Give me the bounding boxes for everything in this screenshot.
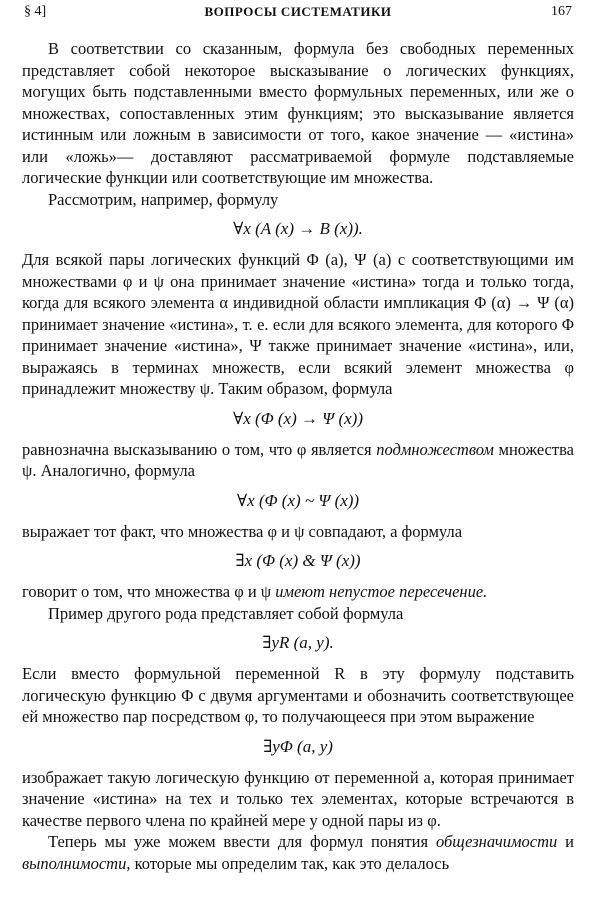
paragraph-7: Пример другого рода представляет собой формула bbox=[48, 603, 404, 623]
paragraph-4 bbox=[22, 439, 574, 482]
paragraph-5: выражает тот факт, что множества φ и ψ совпадают, а формула bbox=[22, 521, 463, 541]
formula-3: ∀x (Φ (x) ~ Ψ (x)) bbox=[236, 490, 360, 510]
paragraph-8: Если вместо формульной переменной R в эту формулу подставить логическую функцию Φ с двумя аргументами и обозначить соответствующее ей множество пар посредством φ, то получающееся при этом выражение bbox=[22, 664, 574, 726]
paragraph-10-emphasis-2: выполнимости bbox=[22, 853, 127, 873]
section-marker: § 4] bbox=[24, 4, 47, 19]
paragraph-10 bbox=[22, 831, 574, 874]
page-number: 167 bbox=[551, 4, 572, 19]
paragraph-10-text-c: , которые мы определим так, как это делалось bbox=[126, 853, 450, 873]
paragraph-3: Для всякой пары логических функций Φ (a), Ψ (a) с соответствующими им множествами φ и ψ она принимает значение «истина» тогда и только тогда, когда для всякого элемента α индивидной области импликация Φ (α) → Ψ (α) принимает значение «истина», т. е. если для всякого элемента, для которого Φ принимает значение «истина», Ψ также принимает значение «истина», или, выражаясь в терминах множеств, если всякий элемент множества φ принадлежит множеству ψ. Таким образом, формула bbox=[22, 250, 574, 398]
formula-1: ∀x (A (x) → B (x)). bbox=[233, 219, 363, 238]
paragraph-4-text-b: множества ψ. Аналогично, формула bbox=[22, 439, 574, 480]
paragraph-10-text-a: Теперь мы уже можем ввести для формул понятия bbox=[48, 832, 436, 851]
paragraph-10-text-b: и bbox=[557, 832, 574, 851]
paragraph-10-emphasis-1: общезначимости bbox=[435, 832, 558, 851]
formula-2: ∀x (Φ (x) → Ψ (x)) bbox=[232, 408, 363, 428]
paragraph-6 bbox=[22, 581, 574, 603]
running-title: ВОПРОСЫ СИСТЕМАТИКИ bbox=[204, 4, 392, 19]
formula-4: ∃x (Φ (x) & Ψ (x)) bbox=[235, 551, 361, 570]
paragraph-4-text-a: равнозначна высказыванию о том, что φ является bbox=[22, 439, 377, 459]
paragraph-6-text-a: говорит о том, что множества φ и ψ bbox=[22, 582, 276, 601]
paragraph-2: Рассмотрим, например, формулу bbox=[48, 189, 279, 209]
formula-6: ∃yΦ (a, y) bbox=[263, 736, 333, 756]
paragraph-4-emphasis: подмножеством bbox=[376, 439, 494, 459]
paragraph-6-emphasis: имеют непустое пересечение. bbox=[275, 582, 488, 601]
paragraph-9: изображает такую логическую функцию от переменной a, которая принимает значение «истина» на тех и только тех элементах, которые встречаются в качестве первого члена по крайней мере у одной пары из φ. bbox=[22, 767, 574, 830]
running-header bbox=[24, 4, 572, 24]
page-body bbox=[22, 38, 574, 874]
paragraph-1: В соответствии со сказанным, формула без свободных переменных представляет собой некоторое высказывание о логических функциях, могущих быть подставленными вместо формульных переменных, или же о множествах, сопоставленных этим функциям; это высказывание является истинным или ложным в зависимости от того, какое значение — «истина» или «ложь»— доставляют рассматриваемой формуле подставляемые логические функции или соответствующие им множества. bbox=[22, 39, 574, 187]
formula-5: ∃yR (a, y). bbox=[262, 633, 334, 652]
